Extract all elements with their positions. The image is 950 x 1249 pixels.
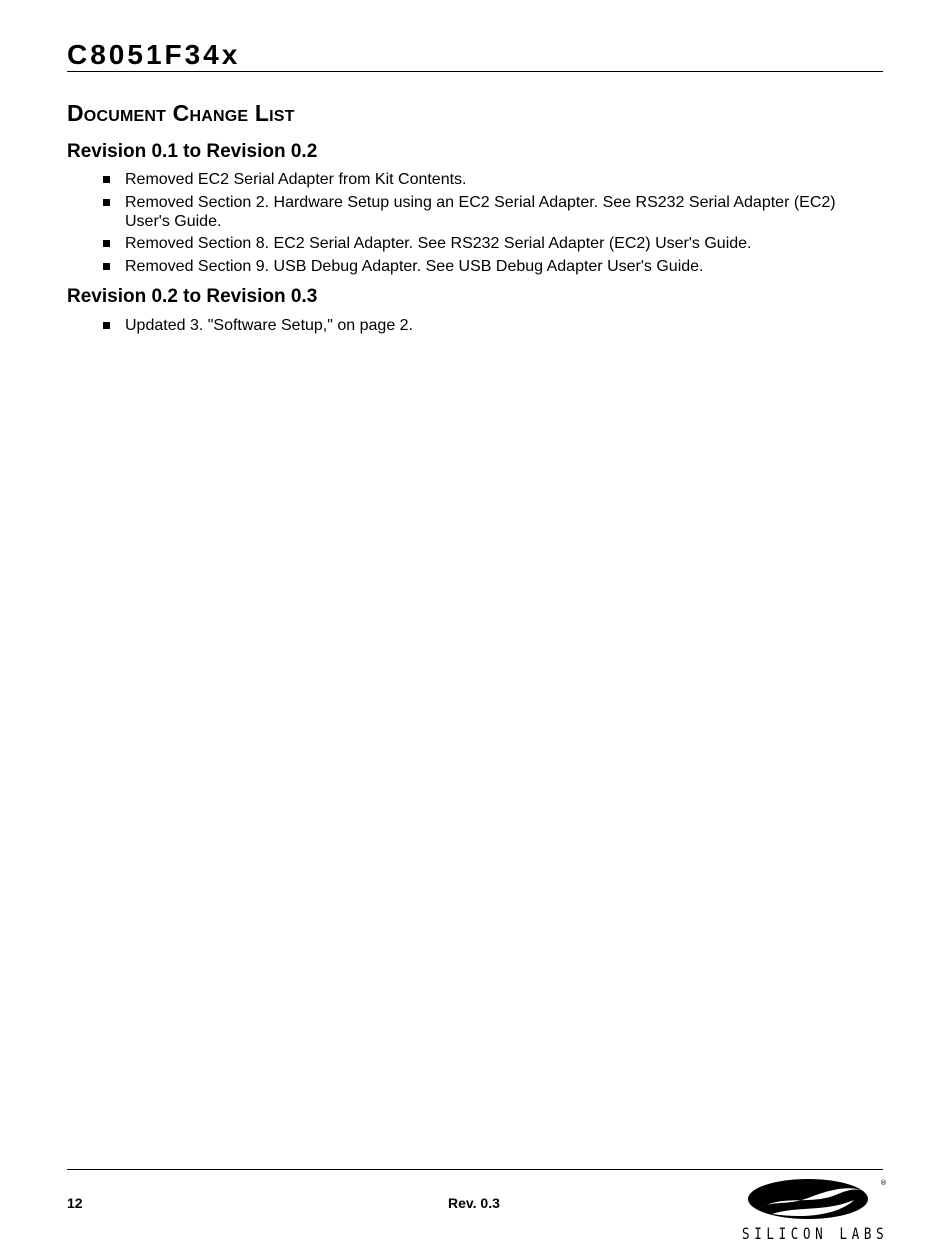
silicon-labs-logo [742,1176,888,1246]
footer-revision: Rev. 0.3 [448,1195,500,1211]
square-bullet-icon [103,263,110,270]
change-list [103,170,863,279]
header-divider [67,71,883,72]
square-bullet-icon [103,240,110,247]
list-item [103,257,863,276]
registered-mark: ® [880,1179,887,1187]
footer-divider [67,1169,883,1170]
list-item-text: Removed Section 9. USB Debug Adapter. See USB Debug Adapter User's Guide. [125,257,704,275]
square-bullet-icon [103,176,110,183]
logo-wordmark: SILICON LABS [742,1224,889,1243]
list-item [103,316,863,335]
list-item [103,170,863,189]
silicon-labs-mark-icon [742,1176,888,1226]
document-header-title: C8051F34x [67,39,241,70]
list-item-text: Removed Section 2. Hardware Setup using an EC2 Serial Adapter. See RS232 Serial Adapter (EC2) User's Guide. [125,193,836,230]
list-item-text: Removed Section 8. EC2 Serial Adapter. See RS232 Serial Adapter (EC2) User's Guide. [125,235,752,252]
list-item-text: Updated 3. "Software Setup," on page 2. [125,317,413,334]
square-bullet-icon [103,199,110,206]
list-item-text: Removed EC2 Serial Adapter from Kit Contents. [125,171,467,188]
list-item [103,234,863,253]
revision-heading: Revision 0.2 to Revision 0.3 [67,286,318,307]
page-number: 12 [67,1195,83,1211]
revision-heading: Revision 0.1 to Revision 0.2 [67,141,318,162]
section-title: Document Change List [67,100,295,126]
square-bullet-icon [103,322,110,329]
list-item [103,193,863,231]
change-list [103,316,863,339]
